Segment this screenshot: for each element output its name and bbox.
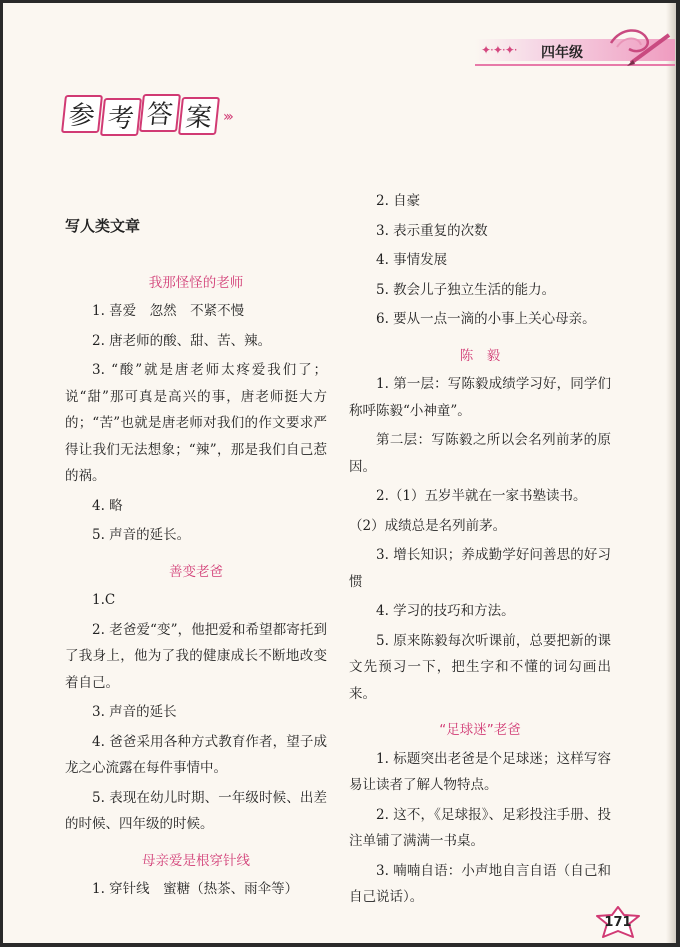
answer-line: 6. 要从一点一滴的小事上关心母亲。 (376, 311, 596, 327)
answers-title (63, 95, 231, 139)
answer-line: 1. 第一层：写陈毅成绩学习好，同学们称呼陈毅“小神童”。 (349, 376, 611, 419)
answer-line: 2. 自豪 (376, 193, 421, 209)
title-arrows-icon: ››› (223, 109, 231, 125)
article-title: 善变老爸 (169, 563, 223, 580)
answer-line: 5. 声音的延长。 (92, 527, 191, 543)
title-char: 答 (139, 94, 181, 132)
answer-line: （2）成绩总是名列前茅。 (349, 517, 507, 534)
answer-line: 3. 增长知识；养成勤学好问善思的好习惯 (349, 547, 611, 590)
answer-line: 第二层：写陈毅之所以会名列前茅的原因。 (349, 432, 611, 475)
answer-line: 1. 喜爱 忽然 不紧不慢 (92, 303, 245, 319)
right-column-body (349, 188, 611, 911)
answer-line: 3. 声音的延长 (92, 704, 177, 720)
article-title: 陈 毅 (459, 347, 501, 364)
book-page (3, 3, 676, 943)
answer-line: 2. 老爸爱“变”，他把爱和希望都寄托到了我身上，他为了我的健康成长不断地改变着自己。 (65, 621, 327, 691)
article-title: 我那怪怪的老师 (148, 274, 244, 291)
left-column-body (65, 270, 327, 903)
answer-line: 5. 原来陈毅每次听课前，总要把新的课文先预习一下，把生字和不懂的词勾画出来。 (349, 632, 611, 702)
right-column (349, 188, 611, 914)
answer-line: 5. 表现在幼儿时期、一年级时候、出差的时候、四年级的时候。 (65, 789, 327, 832)
answer-line: 4. 略 (92, 497, 123, 514)
page-number: 171 (604, 915, 632, 930)
section-title: 写人类文章 (65, 217, 141, 235)
answer-line: 3. “酸”就是唐老师太疼爱我们了；说“甜”那可真是高兴的事，唐老师挺大方的；“苦”也就是唐老师对我们的作文要求严得让我们无法想象；“辣”，那是我们自己惹的祸。 (65, 362, 327, 484)
answer-line: 1. 标题突出老爸是个足球迷；这样写容易让读者了解人物特点。 (349, 750, 611, 793)
answer-line: 4. 事情发展 (376, 252, 448, 268)
answer-line: 2. 这不，《足球报》、足彩投注手册、投注单铺了满满一书桌。 (349, 806, 611, 849)
answer-line: 5. 教会儿子独立生活的能力。 (376, 281, 556, 298)
title-char: 参 (61, 95, 103, 133)
pencil-ribbon-icon (591, 25, 671, 71)
title-char: 考 (100, 98, 142, 136)
article-title: “足球迷”老爸 (439, 722, 521, 738)
answer-line: 4. 学习的技巧和方法。 (376, 603, 515, 619)
page-number-badge (595, 906, 641, 938)
grade-label: 四年级 (541, 45, 583, 61)
left-column (65, 213, 327, 906)
answer-line: 2.（1）五岁半就在一家书塾读书。 (376, 488, 587, 504)
header-decoration: ✦·✦·✦· (481, 43, 517, 57)
article-title: 母亲爱是根穿针线 (142, 852, 250, 869)
answer-line: 4. 爸爸采用各种方式教育作者，望子成龙之心流露在每件事情中。 (65, 733, 327, 776)
title-char: 案 (178, 97, 220, 135)
answer-line: 1.C (92, 592, 116, 608)
answer-line: 3. 喃喃自语：小声地自言自语（自己和自己说话）。 (349, 862, 611, 905)
answer-line: 2. 唐老师的酸、甜、苦、辣。 (92, 332, 272, 349)
answer-line: 1. 穿针线 蜜糖（热茶、雨伞等） (92, 881, 299, 897)
page-header (3, 39, 676, 79)
page-spine-shadow (666, 3, 676, 943)
answer-line: 3. 表示重复的次数 (376, 222, 488, 239)
